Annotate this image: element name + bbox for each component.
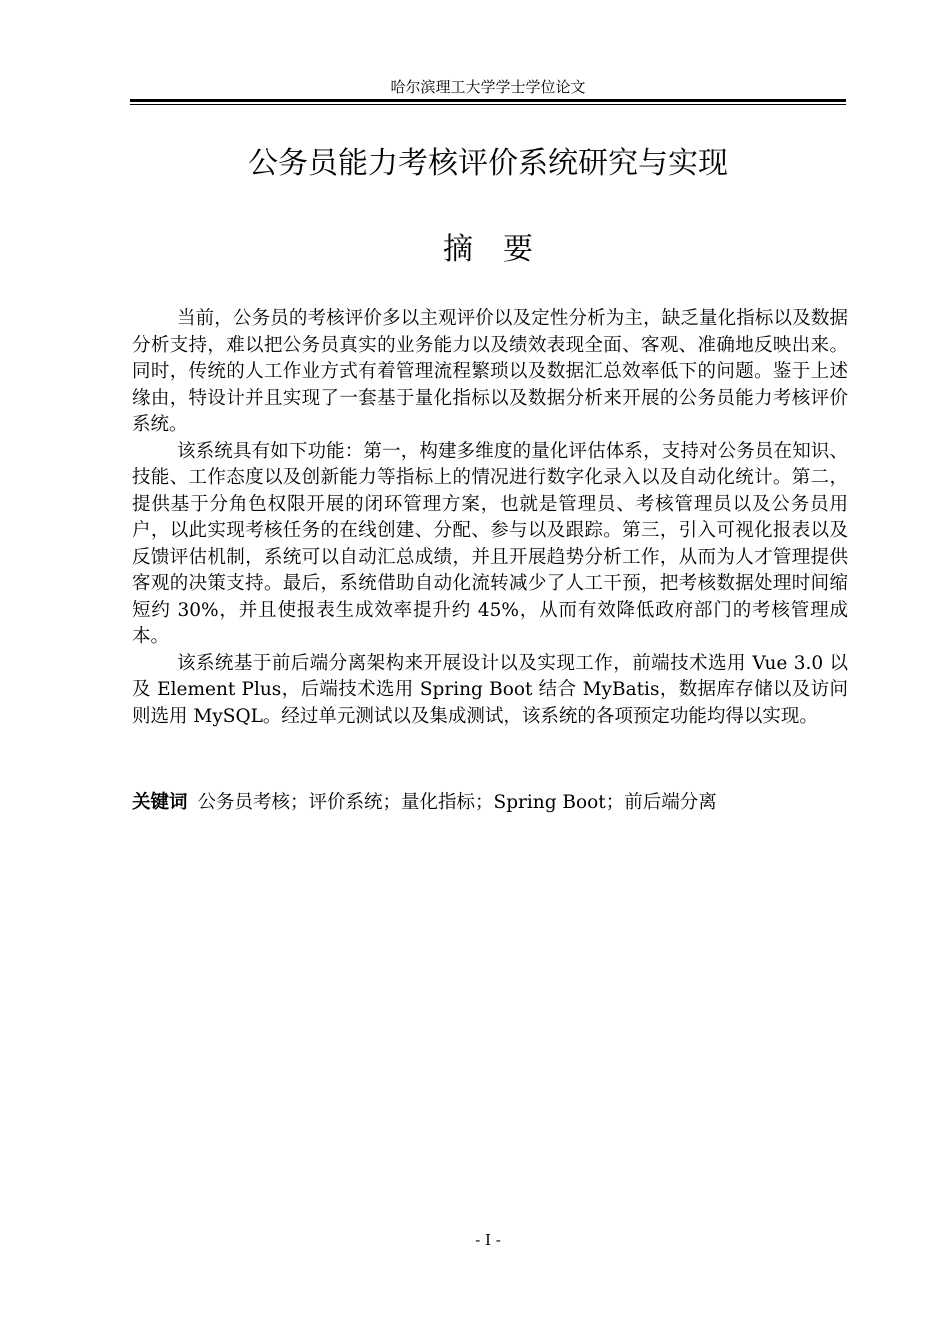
keywords-text: 公务员考核；评价系统；量化指标；Spring Boot；前后端分离 — [197, 792, 717, 813]
keywords-label: 关键词 — [132, 792, 188, 813]
abstract-paragraph-3: 该系统基于前后端分离架构来开展设计以及实现工作，前端技术选用 Vue 3.0 以及 Element Plus，后端技术选用 Spring Boot 结合 MyBatis，数据库存储以及访问则选用 MySQL。经过单元测试以及集成测试，该系统的各项预定功能均得以实现。 — [132, 652, 848, 727]
header-rule-thick — [130, 99, 846, 102]
header-rule-thin — [130, 104, 846, 105]
thesis-title: 公务员能力考核评价系统研究与实现 — [248, 146, 728, 181]
running-header: 哈尔滨理工大学学士学位论文 — [390, 78, 586, 96]
abstract-paragraph-1: 当前，公务员的考核评价多以主观评价以及定性分析为主，缺乏量化指标以及数据分析支持，难以把公务员真实的业务能力以及绩效表现全面、客观、准确地反映出来。同时，传统的人工作业方式有着管理流程繁琐以及数据汇总效率低下的问题。鉴于上述缘由，特设计并且实现了一套基于量化指标以及数据分析来开展的公务员能力考核评价系统。 — [132, 308, 848, 435]
abstract-body — [132, 306, 848, 730]
abstract-paragraph-2: 该系统具有如下功能：第一，构建多维度的量化评估体系，支持对公务员在知识、技能、工作态度以及创新能力等指标上的情况进行数字化录入以及自动化统计。第二，提供基于分角色权限开展的闭环管理方案，也就是管理员、考核管理员以及公务员用户，以此实现考核任务的在线创建、分配、参与以及跟踪。第三，引入可视化报表以及反馈评估机制，系统可以自动汇总成绩，并且开展趋势分析工作，从而为人才管理提供客观的决策支持。最后，系统借助自动化流转减少了人工干预，把考核数据处理时间缩短约 30%，并且使报表生成效率提升约 45%，从而有效降低政府部门的考核管理成本。 — [132, 440, 848, 647]
page-number: - I - — [475, 1231, 501, 1249]
abstract-heading: 摘要 — [443, 232, 563, 267]
keywords-line — [132, 790, 848, 816]
